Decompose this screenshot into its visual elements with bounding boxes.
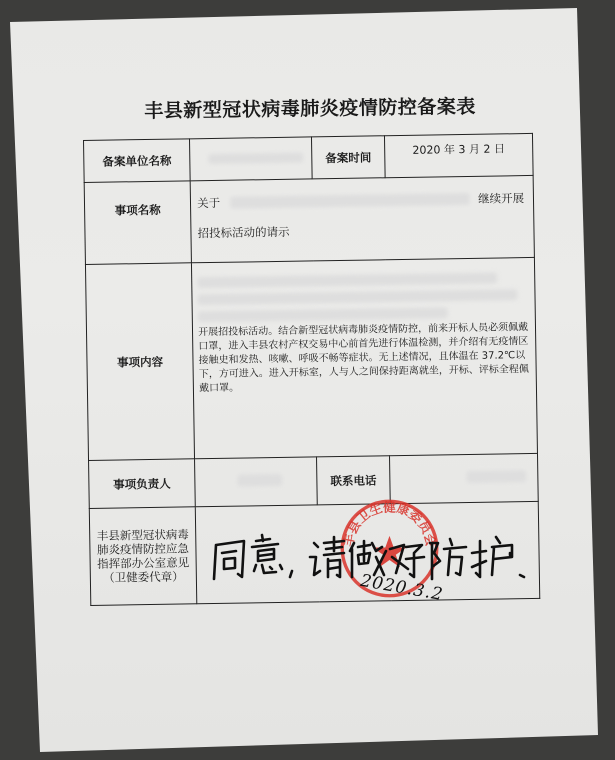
opinion-label-line4: （卫健委代章） [103,569,184,585]
phone-label: 联系电话 [317,456,391,505]
opinion-label-line3: 指挥部办公室意见 [97,555,190,571]
item-content-text: 开展招投标活动。结合新型冠状病毒肺炎疫情防控，前来开标人员必须佩戴口罩，进入丰县农村产权交易中心前首先进行体温检测，并介绍有无疫情区接触史和发热、咳嗽、呼吸不畅等症状。无上述情况，且体温在 37.2℃以下，方可进入。进入开标室，人与人之间保持距离就坐，开标、评标全程佩戴口罩。 [198,322,529,395]
item-name-line2: 招投标活动的请示 [197,224,290,241]
opinion-label-line1: 丰县新型冠状病毒 [96,527,189,543]
item-content-value [192,257,538,458]
item-name-prefix: 关于 [197,195,221,211]
opinion-label [89,507,197,606]
owner-label: 事项负责人 [89,459,196,509]
content-redacted-3 [198,307,448,322]
item-name-value [190,175,534,262]
row-item-name [84,175,534,264]
content-redacted-2 [198,289,518,305]
opinion-label-line2: 肺炎疫情防控应急 [96,541,190,557]
seal-text: 丰县卫生健康委员会 [340,499,439,548]
item-content-label: 事项内容 [85,263,194,461]
item-name-suffix: 继续开展 [477,191,525,206]
row-item-content [85,257,537,460]
unit-label: 备案单位名称 [84,139,191,183]
row-unit [84,133,534,182]
owner-value-redacted [195,457,318,507]
handwritten-opinion-signature [210,527,530,607]
item-name-redacted [230,193,470,209]
form-title: 丰县新型冠状病毒肺炎疫情防控备案表 [144,95,476,123]
unit-value-redacted [190,137,313,181]
item-name-label: 事项名称 [84,181,191,265]
time-value: 2020 年 3 月 2 日 [384,133,533,177]
row-owner [89,453,539,508]
handwritten-date: 2020.3.2 [358,570,445,606]
content-redacted-1 [197,273,497,289]
time-label: 备案时间 [312,136,386,179]
